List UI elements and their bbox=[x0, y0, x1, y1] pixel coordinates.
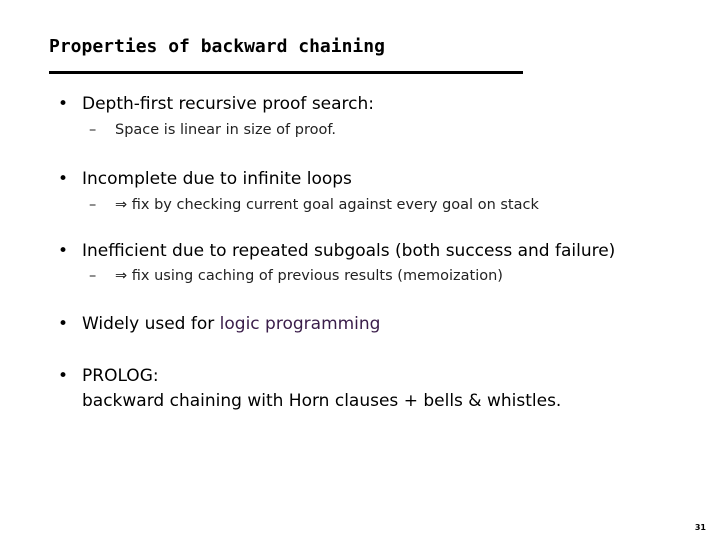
page-number: 31 bbox=[694, 523, 706, 532]
bullet-text-prefix: Widely used for bbox=[82, 314, 220, 334]
sub-bullet-text: ⇒ fix using caching of previous results (memoization) bbox=[115, 268, 503, 284]
sub-bullet-dash: – bbox=[89, 268, 97, 284]
bullet-dot-icon: • bbox=[58, 169, 69, 189]
title-underline bbox=[49, 71, 523, 74]
logic-programming-link[interactable]: logic programming bbox=[219, 314, 381, 334]
bullet-text: Inefficient due to repeated subgoals (both success and failure) bbox=[82, 241, 616, 261]
bullet-dot-icon: • bbox=[58, 94, 69, 114]
bullet-text bbox=[82, 313, 380, 336]
bullet-continuation-text: backward chaining with Horn clauses + bells & whistles. bbox=[82, 391, 562, 411]
sub-bullet-text: ⇒ fix by checking current goal against every goal on stack bbox=[115, 197, 539, 213]
sub-bullet-text: Space is linear in size of proof. bbox=[115, 122, 336, 138]
bullet-text: PROLOG: bbox=[82, 366, 159, 386]
sub-bullet-dash: – bbox=[89, 197, 97, 213]
slide-title: Properties of backward chaining bbox=[49, 36, 385, 57]
bullet-dot-icon: • bbox=[58, 241, 69, 261]
sub-bullet-dash: – bbox=[89, 122, 97, 138]
bullet-dot-icon: • bbox=[58, 314, 69, 334]
bullet-text: Depth-first recursive proof search: bbox=[82, 94, 375, 114]
bullet-dot-icon: • bbox=[58, 366, 69, 386]
bullet-text: Incomplete due to infinite loops bbox=[82, 169, 352, 189]
